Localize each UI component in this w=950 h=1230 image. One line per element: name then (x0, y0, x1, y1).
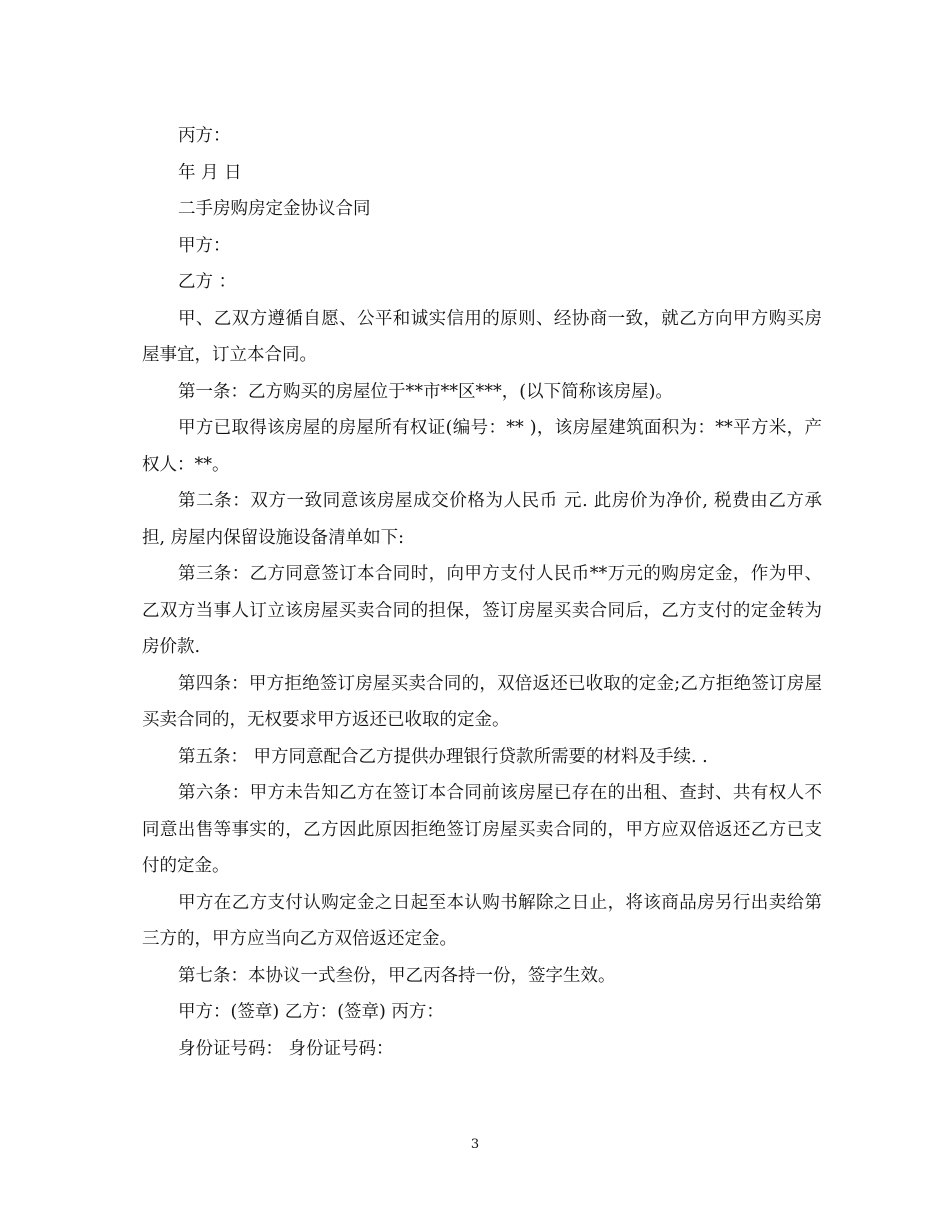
contract-title: 二手房购房定金协议合同 (178, 199, 371, 219)
ownership-paragraph: 甲方已取得该房屋的房屋所有权证(编号：** )，该房屋建筑面积为：**平方米，产权人：**。 (142, 418, 822, 475)
party-b-label: 乙方 ： (178, 272, 237, 292)
document-body (142, 118, 822, 1067)
party-a-label: 甲方： (178, 235, 231, 256)
date-line: 年 月 日 (178, 162, 242, 183)
signature-line: 甲方：(签章) 乙方：(签章) 丙方： (178, 1002, 444, 1022)
page-number: 3 (470, 1137, 480, 1152)
party-c-label: 丙方： (178, 126, 231, 146)
article-4-paragraph: 第四条：甲方拒绝签订房屋买卖合同的，双倍返还已收取的定金;乙方拒绝签订房屋买卖合同的，无权要求甲方返还已收取的定金。 (142, 673, 822, 730)
preamble-paragraph: 甲、乙双方遵循自愿、公平和诚实信用的原则、经协商一致，就乙方向甲方购买房屋事宜，订立本合同。 (142, 308, 822, 365)
article-5-paragraph: 第五条： 甲方同意配合乙方提供办理银行贷款所需要的材料及手续. . (178, 746, 708, 767)
article-1-paragraph: 第一条：乙方购买的房屋位于**市**区***，(以下简称该房屋)。 (178, 381, 673, 402)
article-3-paragraph: 第三条：乙方同意签订本合同时，向甲方支付人民币**万元的购房定金，作为甲、乙双方当事人订立该房屋买卖合同的担保，签订房屋买卖合同后，乙方支付的定金转为房价款. (142, 564, 822, 657)
article-7-paragraph: 第七条：本协议一式叁份，甲乙丙各持一份，签字生效。 (178, 965, 616, 986)
id-number-line: 身份证号码： 身份证号码： (178, 1038, 394, 1059)
article-2-paragraph: 第二条：双方一致同意该房屋成交价格为人民币 元. 此房价为净价, 税费由乙方承担, 房屋内保留设施设备清单如下: (142, 491, 822, 548)
article-6-paragraph: 第六条：甲方未告知乙方在签订本合同前该房屋已存在的出租、查封、共有权人不同意出售等事实的，乙方因此原因拒绝签订房屋买卖合同的，甲方应双倍返还乙方已支付的定金。 (142, 783, 822, 876)
resale-penalty-paragraph: 甲方在乙方支付认购定金之日起至本认购书解除之日止，将该商品房另行出卖给第三方的，甲方应当向乙方双倍返还定金。 (142, 892, 822, 949)
